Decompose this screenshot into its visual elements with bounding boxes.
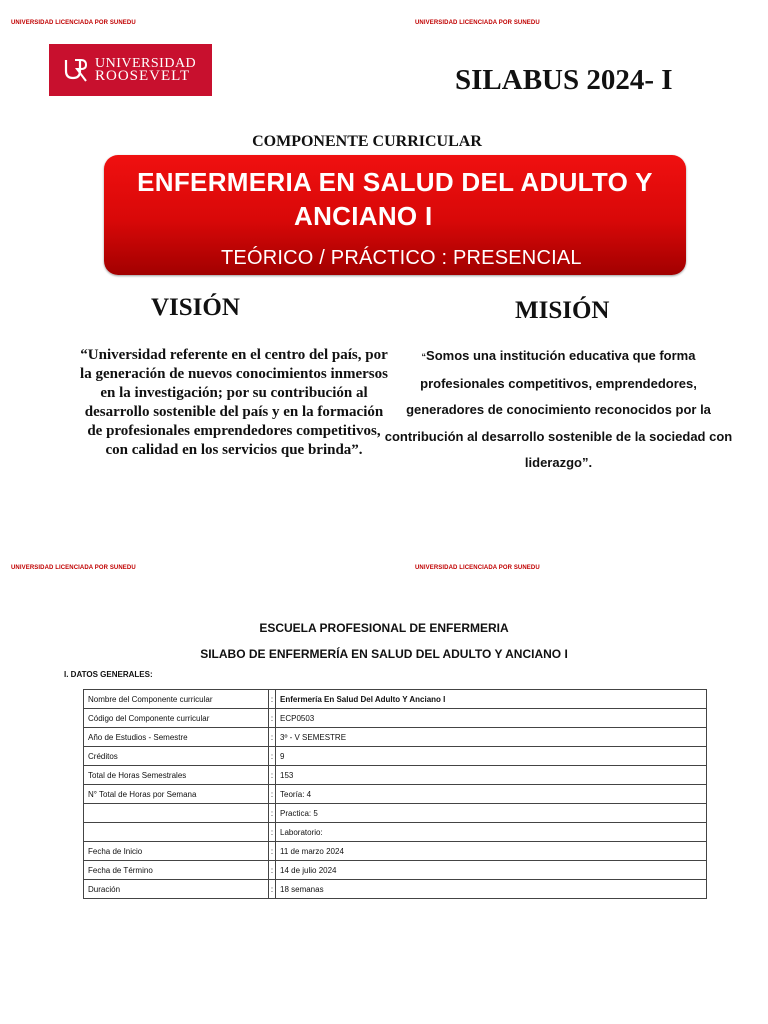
license-notice-top-left: UNIVERSIDAD LICENCIADA POR SUNEDU bbox=[11, 20, 136, 26]
row-label bbox=[84, 804, 269, 823]
row-value: ECP0503 bbox=[276, 709, 707, 728]
escuela-heading: ESCUELA PROFESIONAL DE ENFERMERIA bbox=[259, 621, 509, 635]
mision-heading: MISIÓN bbox=[515, 297, 610, 324]
componente-curricular-label: COMPONENTE CURRICULAR bbox=[252, 133, 482, 150]
row-label bbox=[84, 823, 269, 842]
table-row bbox=[84, 690, 707, 709]
mision-open-quote: “ bbox=[421, 352, 427, 362]
mision-body: Somos una institución educativa que forma profesionales competitivos, emprendedores, generadores de conocimiento reconocidos por la contribución al desarrollo sostenible de la sociedad con liderazgo”. bbox=[384, 348, 733, 470]
table-row bbox=[84, 709, 707, 728]
table-row bbox=[84, 823, 707, 842]
row-separator: : bbox=[269, 766, 276, 785]
row-label: Total de Horas Semestrales bbox=[84, 766, 269, 785]
row-label: Nombre del Componente curricular bbox=[84, 690, 269, 709]
row-separator: : bbox=[269, 785, 276, 804]
row-label: Duración bbox=[84, 880, 269, 899]
table-row bbox=[84, 804, 707, 823]
datos-generales-table bbox=[83, 689, 707, 899]
row-label: Año de Estudios - Semestre bbox=[84, 728, 269, 747]
row-value: 153 bbox=[276, 766, 707, 785]
vision-text: “Universidad referente en el centro del país, por la generación de nuevos conocimientos inmersos en la investigación; por su contribución al desarrollo sostenible del país y en la formación de profesionales emprendedores competitivos, con calidad en los servicios que brinda”. bbox=[80, 347, 388, 458]
row-separator: : bbox=[269, 804, 276, 823]
row-separator: : bbox=[269, 728, 276, 747]
row-value: Practica: 5 bbox=[276, 804, 707, 823]
license-notice-page2-left: UNIVERSIDAD LICENCIADA POR SUNEDU bbox=[11, 565, 136, 571]
ur-monogram-icon bbox=[63, 57, 89, 83]
course-modality: TEÓRICO / PRÁCTICO : PRESENCIAL bbox=[221, 247, 582, 269]
logo-line-2: ROOSEVELT bbox=[95, 68, 191, 84]
row-value: 18 semanas bbox=[276, 880, 707, 899]
vision-heading: VISIÓN bbox=[151, 294, 240, 321]
row-label: Fecha de Término bbox=[84, 861, 269, 880]
table-row bbox=[84, 747, 707, 766]
silabo-heading: SILABO DE ENFERMERÍA EN SALUD DEL ADULTO Y ANCIANO I bbox=[200, 647, 568, 661]
table-row bbox=[84, 766, 707, 785]
license-notice-top-right: UNIVERSIDAD LICENCIADA POR SUNEDU bbox=[415, 20, 540, 26]
row-value: Teoría: 4 bbox=[276, 785, 707, 804]
row-label: Fecha de Inicio bbox=[84, 842, 269, 861]
logo-line-1: UNIVERSIDAD bbox=[95, 56, 197, 71]
course-banner bbox=[104, 155, 686, 275]
row-separator: : bbox=[269, 823, 276, 842]
row-label: Créditos bbox=[84, 747, 269, 766]
row-value: 14 de julio 2024 bbox=[276, 861, 707, 880]
table-row bbox=[84, 880, 707, 899]
silabus-title: SILABUS 2024- I bbox=[455, 64, 673, 96]
university-logo bbox=[49, 44, 212, 96]
license-notice-page2-right: UNIVERSIDAD LICENCIADA POR SUNEDU bbox=[415, 565, 540, 571]
table-row bbox=[84, 728, 707, 747]
row-value: Enfermería En Salud Del Adulto Y Anciano I bbox=[276, 690, 707, 709]
row-value: Laboratorio: bbox=[276, 823, 707, 842]
row-separator: : bbox=[269, 880, 276, 899]
course-title-line-2: ANCIANO I bbox=[294, 201, 433, 231]
row-label: N° Total de Horas por Semana bbox=[84, 785, 269, 804]
row-separator: : bbox=[269, 709, 276, 728]
row-separator: : bbox=[269, 690, 276, 709]
row-value: 3º - V SEMESTRE bbox=[276, 728, 707, 747]
table-row bbox=[84, 842, 707, 861]
datos-generales-heading: I. DATOS GENERALES: bbox=[64, 670, 153, 679]
row-label: Código del Componente curricular bbox=[84, 709, 269, 728]
row-separator: : bbox=[269, 861, 276, 880]
table-row bbox=[84, 785, 707, 804]
row-value: 11 de marzo 2024 bbox=[276, 842, 707, 861]
row-value: 9 bbox=[276, 747, 707, 766]
table-row bbox=[84, 861, 707, 880]
row-separator: : bbox=[269, 747, 276, 766]
course-title-line-1: ENFERMERIA EN SALUD DEL ADULTO Y bbox=[137, 167, 653, 197]
mision-text bbox=[380, 343, 737, 477]
row-separator: : bbox=[269, 842, 276, 861]
